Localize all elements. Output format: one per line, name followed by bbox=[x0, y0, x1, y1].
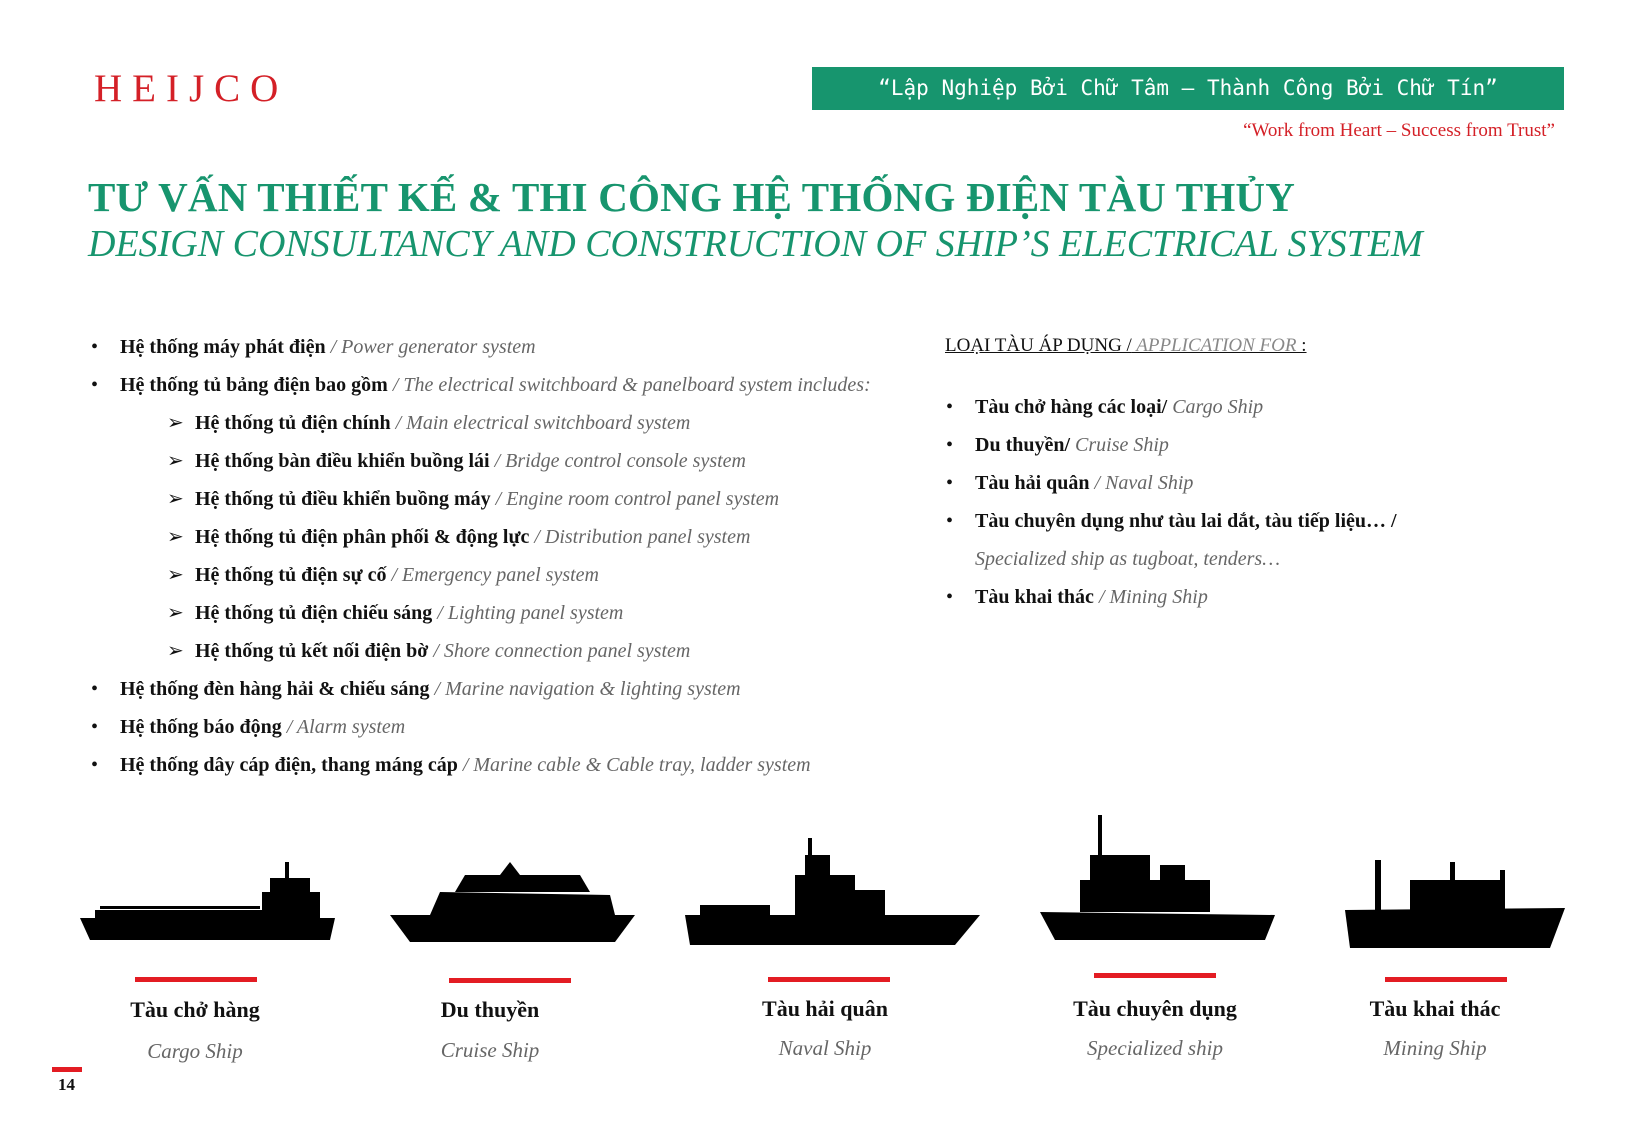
tugboat-icon bbox=[1040, 815, 1275, 940]
list-item bbox=[975, 464, 1575, 502]
sub-list-item bbox=[167, 404, 915, 442]
item-label-vi: Du thuyền/ bbox=[975, 434, 1071, 456]
list-item bbox=[120, 670, 915, 708]
arrow-icon: ➢ bbox=[167, 640, 184, 662]
ship-name-en: Mining Ship bbox=[1383, 1036, 1487, 1060]
item-label-vi: Hệ thống bàn điều khiển buồng lái bbox=[195, 450, 490, 472]
item-label-en: / Lighting panel system bbox=[432, 602, 624, 624]
item-label-vi: Hệ thống tủ điện phân phối & động lực bbox=[195, 526, 530, 548]
item-label-vi: Hệ thống tủ bảng điện bao gồm bbox=[120, 374, 388, 396]
page-number-mark bbox=[52, 1067, 82, 1072]
cargo-ship-icon bbox=[80, 862, 335, 940]
ship-name-en: Cargo Ship bbox=[147, 1039, 243, 1063]
sub-list-item bbox=[167, 442, 915, 480]
arrow-icon: ➢ bbox=[167, 450, 184, 472]
sub-list-item bbox=[167, 518, 915, 556]
item-label-vi: Hệ thống dây cáp điện, thang máng cáp bbox=[120, 754, 458, 776]
item-label-vi: Hệ thống đèn hàng hải & chiếu sáng bbox=[120, 678, 430, 700]
ship-name-en: Naval Ship bbox=[778, 1036, 872, 1060]
item-label-en: / Mining Ship bbox=[1093, 586, 1208, 608]
page-subtitle: DESIGN CONSULTANCY AND CONSTRUCTION OF SHIP’S ELECTRICAL SYSTEM bbox=[88, 223, 1423, 265]
sub-list bbox=[167, 404, 915, 670]
list-item bbox=[975, 388, 1575, 426]
ship-silhouettes bbox=[0, 800, 1625, 960]
red-underline bbox=[1385, 977, 1507, 982]
heading-colon: : bbox=[1296, 335, 1307, 356]
sub-list-item bbox=[167, 632, 915, 670]
red-underline bbox=[1094, 973, 1216, 978]
sub-list-item bbox=[167, 556, 915, 594]
ship-name-vi: Tàu khai thác bbox=[1369, 996, 1501, 1021]
item-label-vi: Hệ thống tủ điện chính bbox=[195, 412, 391, 434]
motto-banner: “Lập Nghiệp Bởi Chữ Tâm – Thành Công Bởi Chữ Tín” bbox=[812, 67, 1564, 110]
red-underline bbox=[768, 977, 890, 982]
list-item bbox=[975, 426, 1575, 464]
mining-ship-icon bbox=[1345, 860, 1565, 948]
item-label-en: / Shore connection panel system bbox=[428, 640, 691, 662]
item-label-en: / Power generator system bbox=[325, 336, 536, 358]
list-item bbox=[120, 328, 915, 366]
item-label-en: / Distribution panel system bbox=[529, 526, 751, 548]
arrow-icon: ➢ bbox=[167, 526, 184, 548]
item-label-en: / Marine navigation & lighting system bbox=[429, 678, 741, 700]
item-label-en: / Main electrical switchboard system bbox=[390, 412, 691, 434]
item-label-vi: Hệ thống tủ điện chiếu sáng bbox=[195, 602, 433, 624]
item-label-vi: Tàu chở hàng các loại/ bbox=[975, 396, 1168, 418]
item-label-en: Specialized ship as tugboat, tenders… bbox=[975, 548, 1280, 570]
ship-name-vi: Tàu hải quân bbox=[762, 996, 888, 1021]
item-label-vi: Hệ thống tủ điều khiển buồng máy bbox=[195, 488, 491, 510]
sub-list-item bbox=[167, 594, 915, 632]
sub-list-item bbox=[167, 480, 915, 518]
cruise-ship-icon bbox=[390, 862, 635, 942]
item-label-en: / Bridge control console system bbox=[489, 450, 746, 472]
arrow-icon: ➢ bbox=[167, 488, 184, 510]
item-label-vi: Hệ thống máy phát điện bbox=[120, 336, 326, 358]
red-underline bbox=[449, 978, 571, 983]
list-item bbox=[120, 366, 915, 404]
list-item bbox=[120, 708, 915, 746]
list-item bbox=[975, 578, 1575, 616]
ship-name-en: Cruise Ship bbox=[440, 1038, 540, 1062]
arrow-icon: ➢ bbox=[167, 602, 184, 624]
item-label-vi: Tàu hải quân bbox=[975, 472, 1090, 494]
page-title: TƯ VẤN THIẾT KẾ & THI CÔNG HỆ THỐNG ĐIỆN TÀU THỦY bbox=[88, 174, 1296, 220]
item-label-en: / Marine cable & Cable tray, ladder system bbox=[457, 754, 811, 776]
heading-vi: LOẠI TÀU ÁP DỤNG / bbox=[945, 335, 1132, 356]
item-label-vi: Hệ thống báo động bbox=[120, 716, 282, 738]
ship-name-vi: Du thuyền bbox=[440, 997, 540, 1022]
ship-name-vi: Tàu chở hàng bbox=[130, 997, 260, 1022]
item-label-en: Cargo Ship bbox=[1167, 396, 1264, 418]
item-label-vi: Tàu chuyên dụng như tàu lai dắt, tàu tiếp liệu… / bbox=[975, 510, 1397, 532]
motto-english: “Work from Heart – Success from Trust” bbox=[1243, 120, 1555, 141]
application-heading bbox=[945, 335, 1307, 357]
item-label-en: / Alarm system bbox=[281, 716, 406, 738]
heading-en: APPLICATION FOR bbox=[1131, 335, 1297, 356]
item-label-en: / Engine room control panel system bbox=[490, 488, 780, 510]
item-label-vi: Hệ thống tủ điện sự cố bbox=[195, 564, 387, 586]
item-label-en: Cruise Ship bbox=[1070, 434, 1169, 456]
item-label-en: / The electrical switchboard & panelboard system includes: bbox=[387, 374, 871, 396]
application-list bbox=[975, 388, 1575, 616]
arrow-icon: ➢ bbox=[167, 412, 184, 434]
systems-list bbox=[120, 328, 915, 784]
item-label-vi: Hệ thống tủ kết nối điện bờ bbox=[195, 640, 429, 662]
naval-ship-icon bbox=[685, 838, 980, 945]
ship-name-vi: Tàu chuyên dụng bbox=[1073, 996, 1237, 1021]
list-item bbox=[975, 502, 1475, 578]
item-label-vi: Tàu khai thác bbox=[975, 586, 1094, 608]
item-label-en: / Emergency panel system bbox=[386, 564, 599, 586]
page-number: 14 bbox=[58, 1075, 75, 1094]
arrow-icon: ➢ bbox=[167, 564, 184, 586]
company-logo: HEIJCO bbox=[94, 67, 289, 110]
ship-name-en: Specialized ship bbox=[1087, 1036, 1223, 1060]
list-item bbox=[120, 746, 915, 784]
red-underline bbox=[135, 977, 257, 982]
item-label-en: / Naval Ship bbox=[1089, 472, 1194, 494]
